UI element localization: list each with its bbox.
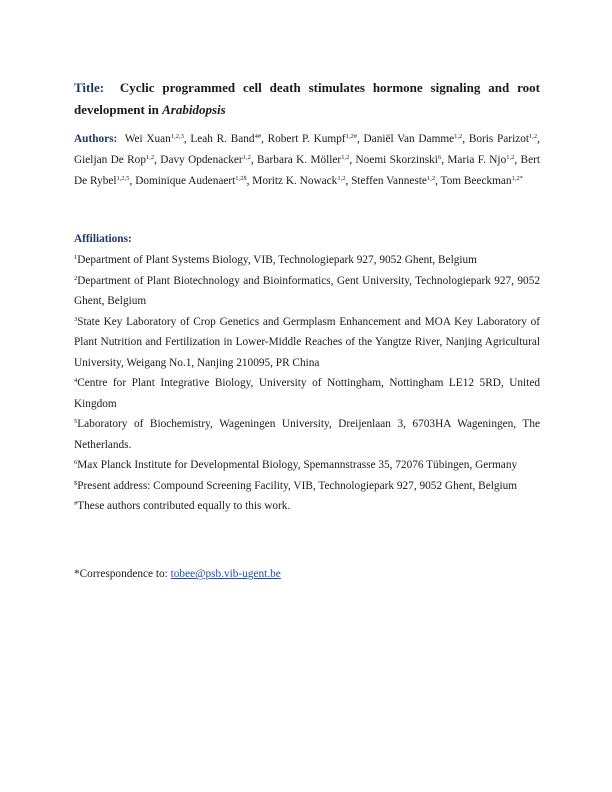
- author-name: Dominique Audenaert: [135, 175, 236, 187]
- affiliation-marker: #: [74, 500, 78, 507]
- affiliations-heading: Affiliations:: [74, 233, 132, 245]
- affiliation-text: These authors contributed equally to this work.: [77, 500, 291, 512]
- affiliation-list: [74, 250, 540, 517]
- author-name: Tom Beeckman: [440, 175, 512, 187]
- affiliation-item: [74, 373, 540, 414]
- affiliation-text: Laboratory of Biochemistry, Wageningen University, Dreijenlaan 3, 6703HA Wageningen, The Netherlands.: [74, 418, 540, 451]
- affiliation-text: Max Planck Institute for Developmental Biology, Spemannstrasse 35, 72076 Tübingen, Germany: [77, 459, 518, 471]
- author-name: Moritz K. Nowack: [252, 175, 338, 187]
- author-name: Bert De Rybel: [74, 154, 540, 187]
- affiliation-text: Present address: Compound Screening Facility, VIB, Technologiepark 927, 9052 Ghent, Belgium: [77, 479, 518, 492]
- title-italic-species: Arabidopsis: [162, 102, 226, 117]
- author-affiliation-marker: 1,2: [454, 133, 463, 140]
- author-affiliation-marker: 1,2: [242, 154, 251, 161]
- author-affiliation-marker: 1,2: [506, 154, 515, 161]
- correspondence-email-link[interactable]: tobee@psb.vib-ugent.be: [170, 568, 281, 580]
- affiliation-text: Centre for Plant Integrative Biology, University of Nottingham, Nottingham LE12 5RD, United Kingdom: [74, 377, 540, 410]
- affiliation-marker: 4: [74, 377, 78, 384]
- author-affiliation-marker: 1,2$: [235, 175, 247, 182]
- title-label: Title:: [74, 80, 105, 95]
- affiliation-marker: 2: [74, 274, 78, 282]
- correspondence-label: *Correspondence to:: [74, 568, 168, 580]
- affiliation-text: Department of Plant Biotechnology and Bioinformatics, Gent University, Technologiepark 927, 9052 Ghent, Belgium: [74, 274, 540, 307]
- affiliation-item: [74, 312, 540, 374]
- correspondence: [74, 568, 281, 580]
- author-name: Daniël Van Damme: [363, 133, 455, 145]
- author-list: Authors: Wei Xuan$^{1,2,3}$, Leah R. Band$^{4\#}$, Robert P. Kumpf$^{1,2\#}$, Daniël Van Damme$^{1,2}$, Boris Parizot$^{1,2}$, Gieljan De Rop$^{1,2}$, Davy Opdenacker$^{1,2}$, Barbara K. Möller$^{1,2}$, Noemi Skorzinski$^6$, Maria F. Njo$^{1,2}$, Bert De Rybel$^{1,2,5}$, Dominique Audenaert$^{1,2\$}$, Moritz K. Nowack$^{1,2}$, Steffen Vanneste$^{1,2}$, Tom Beeckman$^{1,2*}$: [74, 133, 540, 187]
- author-affiliation-marker: 1,2#: [345, 133, 357, 140]
- author-name: Robert P. Kumpf: [267, 133, 346, 145]
- author-affiliation-marker: 1,2: [529, 133, 538, 140]
- affiliation-item: [74, 455, 540, 476]
- affiliation-item: [74, 250, 540, 271]
- author-name: Steffen Vanneste: [351, 175, 427, 187]
- author-affiliation-marker: 1,2,5: [116, 175, 130, 182]
- affiliation-item: [74, 414, 540, 455]
- affiliation-item: [74, 271, 540, 312]
- affiliation-item: [74, 476, 540, 497]
- affiliation-marker: 3: [74, 315, 78, 323]
- author-affiliation-marker: 1,2: [426, 175, 436, 182]
- title-text: Cyclic programmed cell death stimulates hormone signaling and root development in: [74, 80, 540, 117]
- paper-title: [74, 77, 540, 121]
- author-name: Wei Xuan: [124, 133, 171, 145]
- author-affiliation-marker: 1,2,3: [170, 133, 184, 140]
- author-name: Noemi Skorzinski: [355, 154, 438, 166]
- authors-label: Authors:: [74, 133, 118, 145]
- author-name: Boris Parizot: [468, 133, 530, 145]
- author-affiliation-marker: 6: [437, 154, 442, 161]
- affiliation-marker: 1: [74, 254, 78, 261]
- affiliation-marker: 6: [74, 459, 78, 466]
- author-affiliation-marker: 1,2: [145, 154, 155, 161]
- author-name: Gieljan De Rop: [74, 154, 146, 166]
- author-name: Leah R. Band: [190, 133, 255, 145]
- affiliation-item: [74, 496, 540, 517]
- affiliation-marker: $: [74, 479, 78, 487]
- affiliation-text: State Key Laboratory of Crop Genetics and Germplasm Enhancement and MOA Key Laboratory of Plant Nutrition and Fertilization in Lower-Middle Reaches of the Yangtze River, Nanjing Agricultural University, Weigang No.1, Nanjing 210095, PR China: [74, 315, 540, 369]
- author-affiliation-marker: 1,2: [337, 175, 346, 182]
- author-affiliation-marker: 1,2*: [511, 175, 523, 182]
- affiliation-text: Department of Plant Systems Biology, VIB, Technologiepark 927, 9052 Ghent, Belgium: [77, 254, 477, 266]
- author-affiliation-marker: 1,2: [341, 154, 350, 161]
- author-name: Davy Opdenacker: [160, 154, 243, 166]
- author-name: Maria F. Njo: [447, 154, 507, 166]
- author-affiliation-marker: 4#: [254, 133, 262, 140]
- affiliation-marker: 5: [74, 418, 78, 425]
- author-name: Barbara K. Möller: [257, 154, 342, 166]
